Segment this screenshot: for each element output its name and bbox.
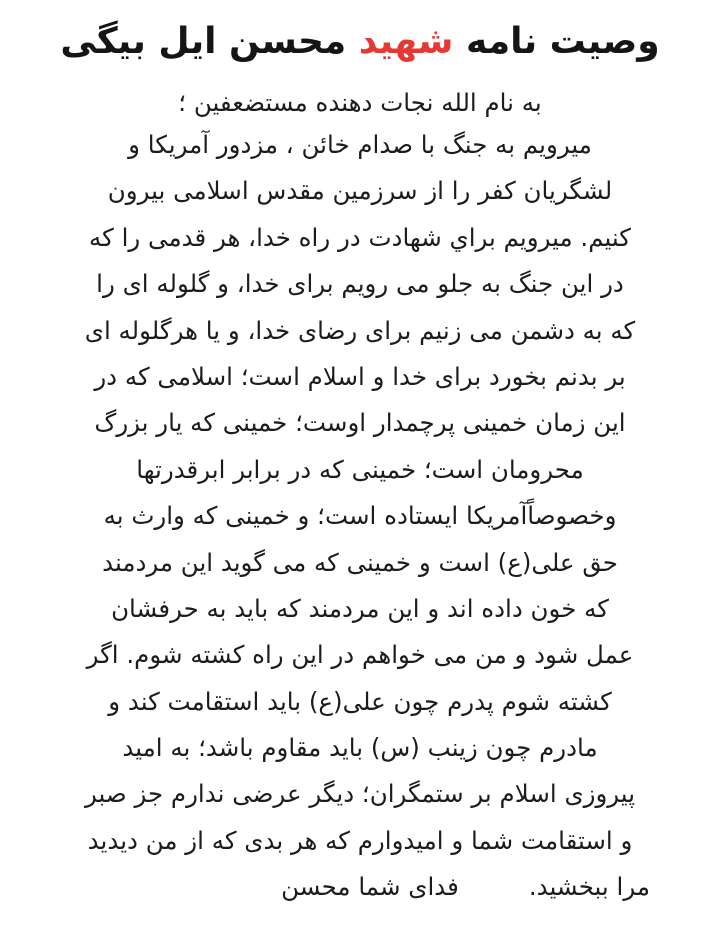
text-line-5: در این جنگ به جلو می رویم برای خدا، و گلوله ای را [96,269,624,299]
text-line-12: که خون داده اند و این مردمند که باید به حرفشان [111,593,609,623]
text-line-16: پیروزی اسلام بر ستمگران؛ دیگر عرضی ندارم جز صبر [84,779,636,809]
text-line-4: کنیم. میرویم براي شهادت در راه خدا، هر قدمی را که [89,222,631,252]
title-accent-word: شهید [358,21,454,62]
text-line-3: لشگریان کفر را از سرزمین مقدس اسلامی بیرون [107,176,613,206]
text-line-13: عمل شود و من می خواهم در این راه کشته شوم. اگر [86,640,634,670]
text-line-8: این زمان خمینی پرچمدار اوست؛ خمینی که یار بزرگ [94,408,626,438]
page-title [30,14,690,70]
text-line-14: کشته شوم پدرم چون علی(ع) باید استقامت کند و [108,686,612,716]
text-line-7: بر بدنم بخورد برای خدا و اسلام است؛ اسلامی که در [94,361,626,391]
text-line-1: به نام الله نجات دهنده مستضعفین ؛ [178,88,542,117]
closing-line [30,864,690,910]
text-line-11: حق علی(ع) است و خمینی که می گوید این مردمند [102,547,618,577]
text-line-9: محرومان است؛ خمینی که در برابر ابرقدرتها [136,454,584,484]
text-line-15: مادرم چون زینب (س) باید مقاوم باشد؛ به امید [122,733,598,763]
text-line-2: میرویم به جنگ با صدام خائن ، مزدور آمریکا و [128,130,592,159]
testament-body [30,84,690,911]
closing-text: مرا ببخشید. [528,872,650,902]
title-part-2: محسن ایل بیگی [60,21,347,62]
signature: فدای شما محسن [281,872,459,902]
text-line-17: و استقامت شما و امیدوارم که هر بدی که از من دیدید [87,825,633,855]
title-part-1: وصیت نامه [465,21,660,62]
text-line-6: که به دشمن می زنیم برای رضای خدا، و یا هرگلوله ای [84,315,636,345]
text-line-10: وخصوصاًآمریکا ایستاده است؛ و خمینی که وارث به [103,501,617,531]
